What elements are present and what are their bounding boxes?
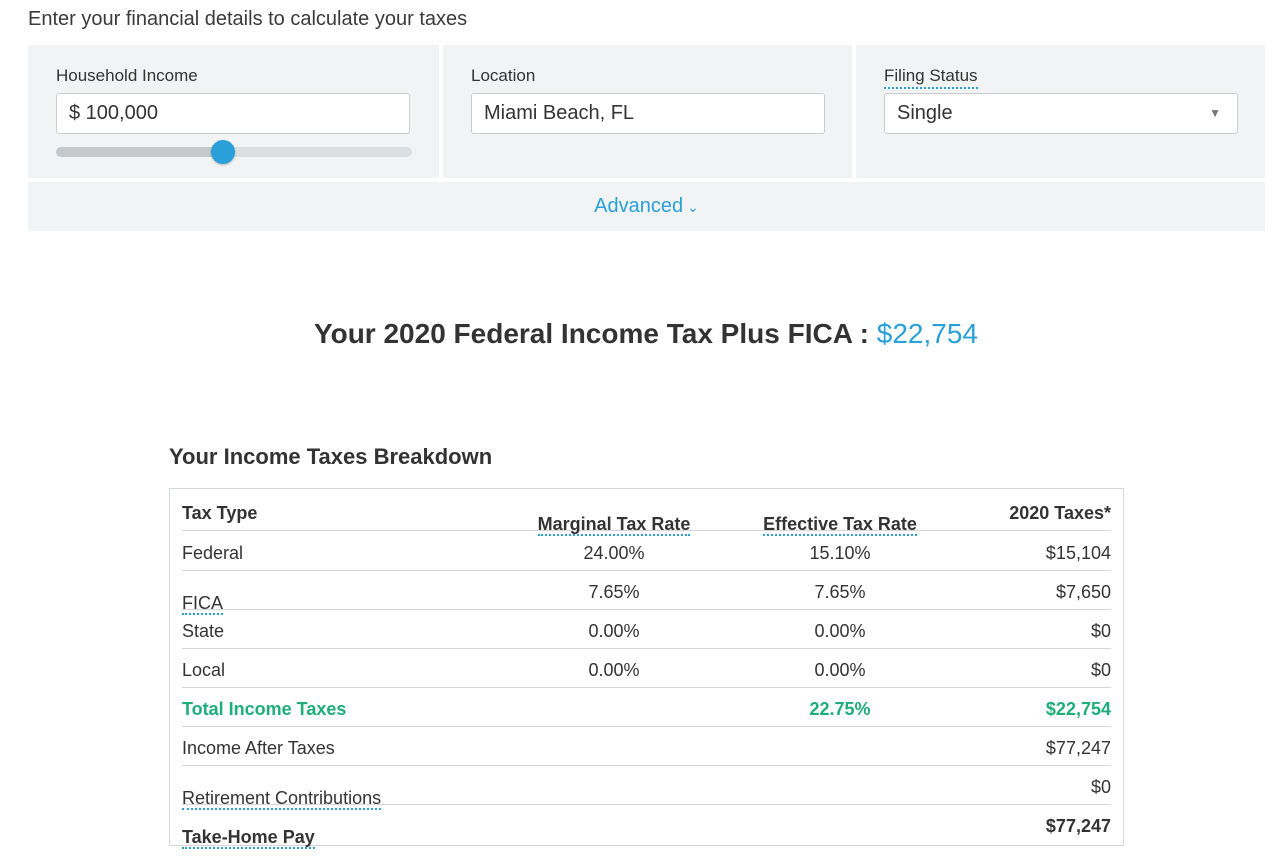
income-slider-fill (56, 147, 223, 157)
household-income-label: Household Income (56, 66, 198, 85)
row-label-take-home[interactable] (182, 804, 315, 848)
table-row (182, 570, 1111, 613)
household-income-input[interactable]: $ 100,000 (56, 93, 410, 134)
table-row (182, 531, 1111, 571)
table-row (182, 648, 1111, 688)
row-taxes: $0 (1090, 777, 1111, 797)
row-taxes: $15,104 (1045, 543, 1111, 563)
row-taxes: $77,247 (1045, 738, 1111, 758)
filing-status-label[interactable]: Filing Status (884, 66, 978, 89)
row-label: State (182, 621, 225, 641)
row-marginal: 0.00% (588, 621, 640, 641)
row-marginal: 0.00% (588, 660, 640, 680)
tax-headline (0, 318, 1280, 350)
retirement-term: Retirement Contributions (182, 788, 382, 808)
breakdown-title: Your Income Taxes Breakdown (169, 444, 493, 469)
intro-text: Enter your financial details to calculate your taxes (28, 8, 468, 30)
row-effective: 7.65% (814, 582, 866, 602)
tax-breakdown-table (169, 488, 1124, 846)
row-label: Local (182, 660, 226, 680)
table-row-take-home (182, 804, 1111, 847)
header-marginal-rate[interactable] (537, 491, 691, 535)
header-effective-rate[interactable] (763, 491, 917, 535)
table-row (182, 726, 1111, 766)
filing-status-value: Single (897, 102, 953, 124)
income-slider[interactable] (56, 147, 412, 157)
row-label-fica[interactable] (182, 570, 223, 614)
row-effective: 15.10% (809, 543, 871, 563)
household-income-section (28, 45, 439, 178)
header-2020-taxes: 2020 Taxes* (1009, 503, 1111, 523)
location-label: Location (471, 66, 536, 85)
filing-status-section (856, 45, 1265, 178)
row-taxes: $0 (1090, 621, 1111, 641)
headline-amount: $22,754 (876, 318, 978, 349)
header-tax-type: Tax Type (182, 503, 258, 523)
income-slider-thumb[interactable] (211, 140, 235, 164)
dropdown-caret-icon: ▼ (1209, 106, 1221, 120)
advanced-toggle[interactable] (594, 195, 699, 217)
row-label-retirement[interactable] (182, 765, 381, 809)
fica-term: FICA (182, 593, 224, 613)
row-taxes: $0 (1090, 660, 1111, 680)
headline-text: Your 2020 Federal Income Tax Plus FICA : (314, 318, 877, 349)
row-marginal: 24.00% (583, 543, 645, 563)
table-header-row (182, 491, 1111, 534)
chevron-down-icon: ⌄ (687, 199, 699, 215)
row-taxes: $77,247 (1045, 816, 1111, 836)
location-input[interactable]: Miami Beach, FL (471, 93, 825, 134)
row-effective: 0.00% (814, 660, 866, 680)
header-marginal-rate-label: Marginal Tax Rate (537, 514, 691, 534)
row-marginal: 7.65% (588, 582, 640, 602)
row-taxes: $7,650 (1055, 582, 1111, 602)
filing-status-select[interactable] (884, 93, 1238, 134)
take-home-term: Take-Home Pay (182, 827, 315, 847)
row-label: Total Income Taxes (182, 699, 347, 719)
table-row-total (182, 687, 1111, 727)
row-label: Federal (182, 543, 244, 563)
row-effective: 0.00% (814, 621, 866, 641)
row-taxes: $22,754 (1045, 699, 1111, 719)
advanced-bar (28, 182, 1265, 231)
row-effective: 22.75% (809, 699, 871, 719)
location-section (443, 45, 852, 178)
table-row (182, 765, 1111, 808)
table-row (182, 609, 1111, 649)
header-effective-rate-label: Effective Tax Rate (763, 514, 917, 534)
advanced-label: Advanced (594, 195, 684, 217)
tax-input-panel (28, 45, 1265, 231)
row-label: Income After Taxes (182, 738, 335, 758)
